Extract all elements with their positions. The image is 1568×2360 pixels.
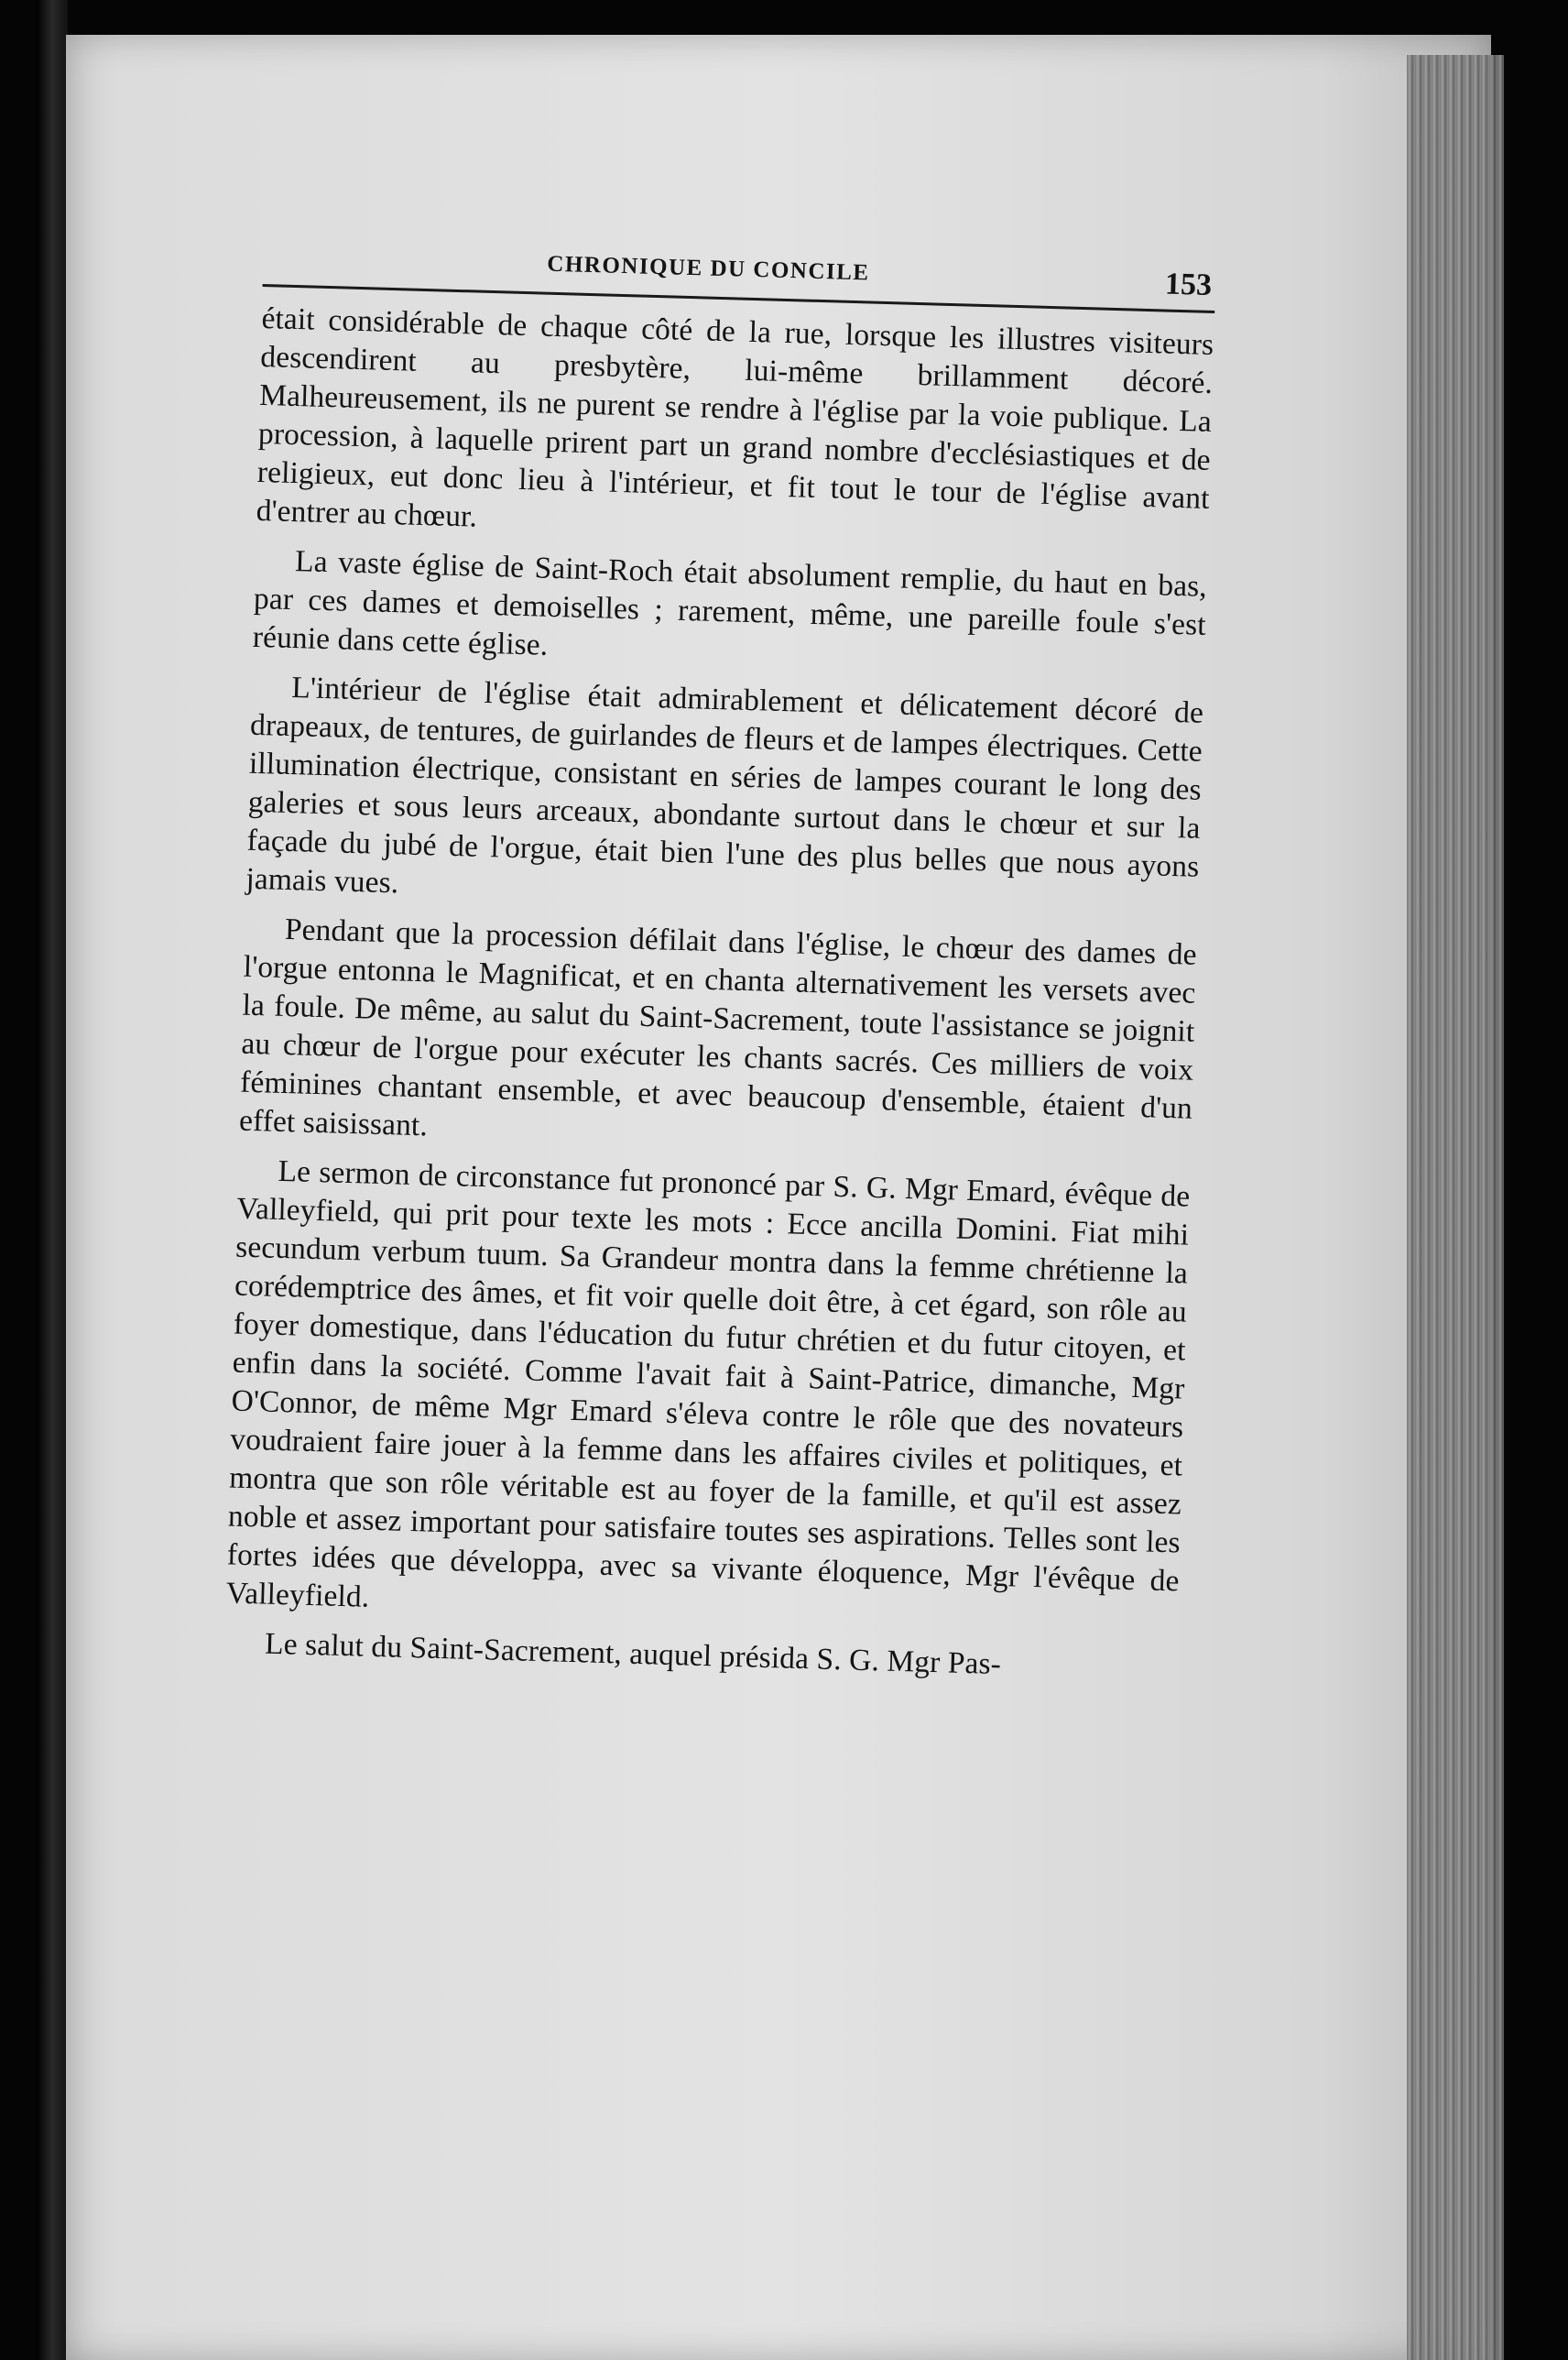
paragraph-2: La vaste église de Saint-Roch était absolument remplie, du haut en bas, par ces dames et demoiselles ; rarement, même, une pareille foule s'est réunie dans cette église. [252, 544, 1208, 662]
paragraph-3: L'intérieur de l'église était admirablement et délicatement décoré de drapeaux, de tentures, de guirlandes de fleurs et de lampes électriques. Cette illumination électrique, consistant en séries de lampes courant le long des galeries et sous leurs arceaux, abondante surtout dans le chœur et sur la façade du jubé de l'orgue, était bien l'une des plus belles que nous ayons jamais vues. [245, 671, 1204, 901]
paragraph-5: Le sermon de circonstance fut prononcé par S. G. Mgr Emard, évêque de Valleyfield, qui prit pour texte les mots : Ecce ancilla Domini. Fiat mihi secundum verbum tuum. Sa Grandeur montra dans la femme chrétienne la corédemptrice des âmes, et fit voir quelle doit être, à cet égard, son rôle au foyer domestique, dans l'éducation du futur chrétien et du futur citoyen, et enfin dans la société. Comme l'avait fait à Saint-Patrice, dimanche, Mgr O'Connor, de même Mgr Emard s'éleva contre le rôle que des novateurs voudraient faire jouer à la femme dans les affaires civiles et politiques, et montra que son rôle véritable est au foyer de la famille, et qu'il est assez noble et assez important pour satisfaire toutes ses aspirations. Telles sont les fortes idées que développa, avec sa vivante éloquence, Mgr l'évêque de Valleyfield. [225, 1153, 1191, 1614]
book-gutter [37, 0, 68, 2360]
paragraph-1: était considérable de chaque côté de la rue, lorsque les illustres visiteurs descendirent au presbytère, lui-même brillamment décoré. Malheureusement, ils ne purent se rendre à l'église par la voie publique. La procession, à laquelle prirent part un grand nombre d'ecclésiastiques et de religieux, eut donc lieu à l'intérieur, et fit tout le tour de l'église avant d'entrer au chœur. [256, 300, 1214, 534]
paragraph-6: Le salut du Saint-Sacrement, auquel présida S. G. Mgr Pas- [264, 1626, 1002, 1682]
page-number: 153 [1164, 267, 1213, 302]
page-stack-edge [1407, 55, 1504, 2360]
running-title: CHRONIQUE DU CONCILE [547, 251, 870, 286]
page-text-block [224, 240, 1216, 1688]
paragraph-4: Pendant que la procession défilait dans l'église, le chœur des dames de l'orgue entonna le Magnificat, et en chanta alternativement les versets avec la foule. De même, au salut du Saint-Sacrement, toute l'assistance se joignit au chœur de l'orgue pour exécuter les chants sacrés. Ces milliers de voix féminines chantant ensemble, et avec beaucoup d'ensemble, étaient d'un effet saisissant. [238, 912, 1198, 1143]
